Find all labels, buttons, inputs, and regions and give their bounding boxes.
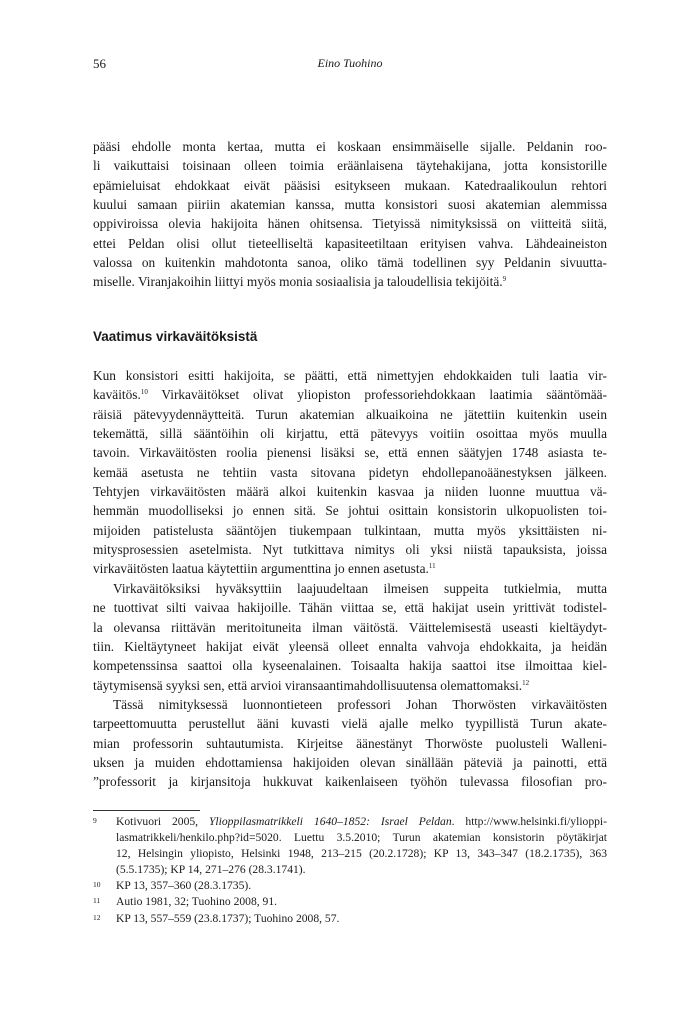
footnote-ref[interactable]: 11 [428,562,436,571]
text-line: räisiä pätevyydennäytteitä. Turun akatemian alkuaikoina ne jätettiin kuitenkin usein [93,406,607,422]
footnote [93,911,607,927]
text-run: Kotivuori 2005, [116,815,209,828]
text-run: Virkaväitökset olivat yliopiston professoriehdokkaan laatimia sääntömää- [147,387,607,403]
footnote [93,878,607,894]
text-line: mijoiden patistelusta sääntöjen tiukempaan tulkintaan, mutta myös yksittäisten ni- [93,522,607,538]
text-line: hemmän muodolliseksi jo ennen sitä. Se johtui osittain konsistorin ulkopuolisten toi- [93,503,607,519]
text-line: (5.5.1735); KP 14, 271–276 (28.3.1741). [116,863,306,877]
text-line [93,385,607,404]
text-line: tekemättä, sillä sääntöihin oli kirjattu, että pätevyys voitiin osoittaa myös muulla [93,426,607,442]
text-line: tiin. Kieltäytyneet hakijat eivät yleensä olleet ennalta vahvoja ehdokkaita, ja heidän [93,638,607,654]
footnote-number: 11 [93,896,101,906]
text-line: kemää asetusta ne tehtiin vasta sitovana pidetyn ehdollepanoäänestyksen jälkeen. [93,464,607,480]
text-line: Tässä nimityksessä luonnontieteen professori Johan Thorwösten virkaväitösten [113,697,607,712]
text-line: Autio 1981, 32; Tuohino 2008, 91. [116,895,278,909]
paragraph-4 [93,695,607,792]
page-header [93,56,607,72]
text-line: la olevansa riittävän meritoituneita ilman väitöstä. Väittelemisestä useasti kieltäydyt- [93,619,607,635]
footnote [93,814,607,878]
footnote-number: 9 [93,816,97,825]
footnote-ref[interactable]: 10 [140,388,148,397]
text-run: kaväitös. [93,387,141,403]
text-run: täytymisensä syyksi sen, että arvioi viransaantimahdollisuutensa olemattomaksi. [93,677,523,693]
footnote-separator [93,810,200,811]
text-line: tarpeettomuutta perustellut ääni kuvasti vielä ajalle melko tyypillistä Turun akate- [93,716,607,732]
text-line: 12, Helsingin yliopisto, Helsinki 1948, 213–215 (20.2.1728); KP 13, 343–347 (18.2.1735), 363 [116,847,607,861]
text-line: ne tuottivat silti vaivaa hakijoille. Tähän viittaa se, että hakijat usein yrittivät todistel- [93,600,607,616]
text-line: mitysprosessien asetelmista. Nyt tutkittava nimitys oli yksi niistä tapauksista, joissa [93,542,607,558]
footnote-number: 12 [93,912,101,922]
running-head: Eino Tuohino [317,56,383,70]
text-line: uksen ja muiden ehdottamiensa hakijoiden olevan sinällään päteviä ja painotti, että [93,755,607,771]
text-line: li vaikuttaisi toisinaan olleen toimia eräänlaisena täytehakijana, jotta konsistorille [93,158,607,174]
paragraph-1 [93,137,607,292]
text-run: virkaväitösten laatua käytettiin argumenttina jo ennen asetusta. [93,561,429,577]
footnote [93,894,607,910]
footnote-ref[interactable]: 9 [502,275,507,284]
section-heading: Vaatimus virkaväitöksistä [93,329,258,344]
text-line: pääsi ehdolle monta kertaa, mutta ei koskaan ensimmäiselle sijalle. Peldanin roo- [93,139,607,154]
text-line: ettei Peldan olisi ollut tieteelliseltä kapasiteetiltaan erityisen vahva. Lähdeaineiston [93,235,607,251]
text-line [93,559,607,578]
text-line: valossa on kuitenkin mahdotonta sanoa, oliko tämä todellinen syy Peldanin sivuutta- [93,255,607,271]
footnote-number: 10 [93,880,101,890]
text-line: Tehtyjen virkaväitösten määrä alkoi kuitenkin kasvaa ja niiden luonne muuttua vä- [93,484,607,500]
text-line: Kun konsistori esitti hakijoita, se päätti, että nimettyjen ehdokkaiden tuli laatia vir- [93,368,607,383]
paragraph-3 [93,579,607,695]
text-line: ”professorit ja kirjansitoja hukkuvat kaikenlaiseen työhön tulevassa filosofian pro- [93,774,607,790]
text-line: KP 13, 557–559 (23.8.1737); Tuohino 2008, 57. [116,911,340,925]
text-line: KP 13, 357–360 (28.3.1735). [116,879,252,893]
text-line: kuului samaan piiriin akatemian kanssa, mutta konsistori suosi akatemian alemmissa [93,197,607,213]
text-line: tavoin. Virkaväitösten roolia pienensi lisäksi se, että ennen säätyjen 1748 asiasta te- [93,445,607,461]
text-line: kompetenssinsa saattoi olla kyseenalainen. Toisaalta hakija saattoi itse ilmoittaa kiel- [93,658,607,674]
text-run: miselle. Viranjakoihin liittyi myös monia sosiaalisia ja taloudellisia tekijöitä. [93,274,503,290]
paragraph-2 [93,366,607,579]
text-line [93,272,607,291]
text-line: oppiviroissa olevia hakijoita hänen ohitsensa. Tietyissä nimityksissä on viitteitä siitä, [93,216,607,232]
footnotes [93,814,607,927]
page-number: 56 [93,56,106,71]
footnote-ref[interactable]: 12 [522,678,530,687]
text-line: Virkaväitöksiksi hyväksyttiin laajuudeltaan ilmeisen suppeita tutkielmia, mutta [113,580,607,596]
book-title: Ylioppilasmatrikkeli 1640–1852: Israel Peldan [208,815,452,828]
text-line: epämieluisat ehdokkaat eivät pääsisi esitykseen mukaan. Katedraalikoulun rehtori [93,177,607,193]
text-line: mian professorin suhtautumista. Kirjeitse äänestänyt Thorwöste puolusteli Walleni- [93,735,607,751]
text-run: . http://www.helsinki.fi/ylioppi- [451,815,607,828]
text-line [116,814,607,830]
text-line: lasmatrikkeli/henkilo.php?id=5020. Luettu 3.5.2010; Turun akatemian konsistorin pöytäkirjat [116,831,607,845]
text-line [93,676,607,695]
